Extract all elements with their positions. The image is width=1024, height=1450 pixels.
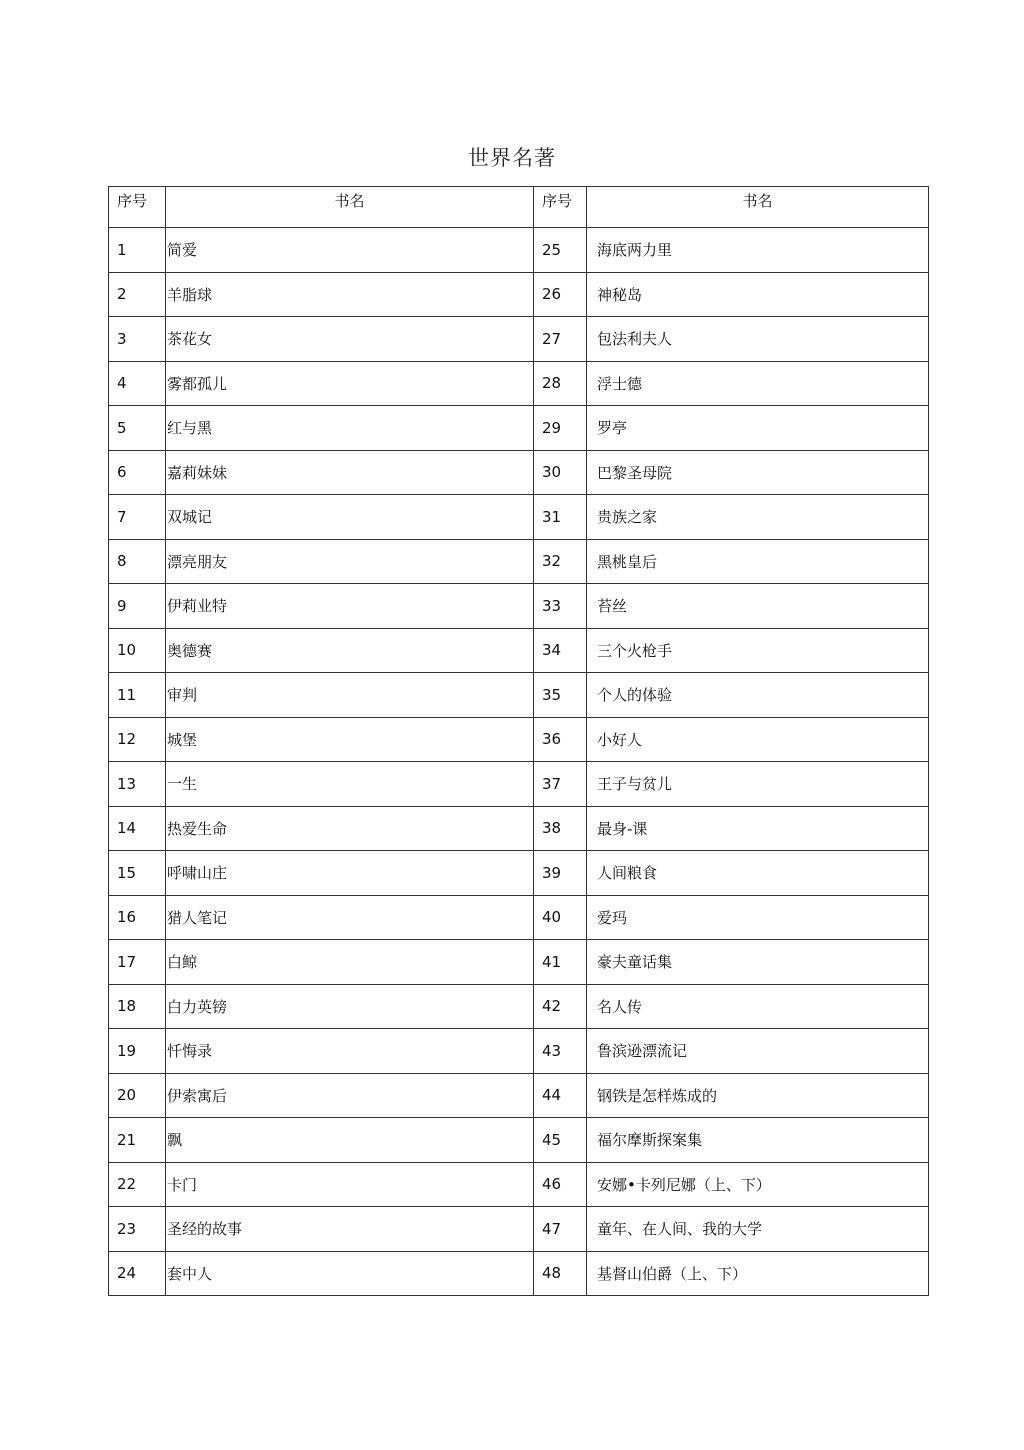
header-title-left: 书名 xyxy=(166,187,534,228)
book-title-right: 神秘岛 xyxy=(587,272,929,317)
table-row xyxy=(109,673,929,718)
book-number-right: 26 xyxy=(534,272,587,317)
book-number-right: 31 xyxy=(534,495,587,540)
book-title-right: 巴黎圣母院 xyxy=(587,450,929,495)
table-row xyxy=(109,539,929,584)
book-title-left: 圣经的故事 xyxy=(166,1207,534,1252)
book-title-left: 审判 xyxy=(166,673,534,718)
book-number-right: 30 xyxy=(534,450,587,495)
book-title-right: 基督山伯爵（上、下） xyxy=(587,1251,929,1296)
book-title-right: 罗亭 xyxy=(587,406,929,451)
table-row xyxy=(109,228,929,273)
book-number-right: 36 xyxy=(534,717,587,762)
book-number-left: 17 xyxy=(109,940,166,985)
table-row xyxy=(109,1029,929,1074)
book-number-right: 42 xyxy=(534,984,587,1029)
book-title-left: 一生 xyxy=(166,762,534,807)
book-number-right: 34 xyxy=(534,628,587,673)
book-number-left: 21 xyxy=(109,1118,166,1163)
book-title-left: 嘉莉妹妹 xyxy=(166,450,534,495)
book-title-right: 人间粮食 xyxy=(587,851,929,896)
table-row xyxy=(109,762,929,807)
table-row xyxy=(109,317,929,362)
book-number-right: 45 xyxy=(534,1118,587,1163)
book-title-left: 漂亮朋友 xyxy=(166,539,534,584)
book-title-right: 王子与贫儿 xyxy=(587,762,929,807)
book-title-left: 白力英镑 xyxy=(166,984,534,1029)
book-title-right: 浮士德 xyxy=(587,361,929,406)
book-number-right: 37 xyxy=(534,762,587,807)
book-title-left: 双城记 xyxy=(166,495,534,540)
book-number-right: 35 xyxy=(534,673,587,718)
book-number-left: 14 xyxy=(109,806,166,851)
book-number-left: 11 xyxy=(109,673,166,718)
book-number-right: 39 xyxy=(534,851,587,896)
book-title-right: 苔丝 xyxy=(587,584,929,629)
book-title-right: 福尔摩斯探案集 xyxy=(587,1118,929,1163)
book-number-left: 23 xyxy=(109,1207,166,1252)
table-row xyxy=(109,1207,929,1252)
book-number-left: 12 xyxy=(109,717,166,762)
table-row xyxy=(109,940,929,985)
table-body xyxy=(109,228,929,1296)
book-number-right: 33 xyxy=(534,584,587,629)
table-row xyxy=(109,406,929,451)
header-row xyxy=(109,187,929,228)
book-title-left: 猎人笔记 xyxy=(166,895,534,940)
table-row xyxy=(109,272,929,317)
book-title-left: 茶花女 xyxy=(166,317,534,362)
book-title-left: 飘 xyxy=(166,1118,534,1163)
book-number-left: 13 xyxy=(109,762,166,807)
book-title-right: 爱玛 xyxy=(587,895,929,940)
book-title-right: 贵族之家 xyxy=(587,495,929,540)
book-number-left: 7 xyxy=(109,495,166,540)
book-number-right: 46 xyxy=(534,1162,587,1207)
book-number-right: 44 xyxy=(534,1073,587,1118)
book-title-right: 小好人 xyxy=(587,717,929,762)
book-title-right: 安娜•卡列尼娜（上、下） xyxy=(587,1162,929,1207)
book-number-right: 27 xyxy=(534,317,587,362)
table-row xyxy=(109,851,929,896)
book-number-left: 20 xyxy=(109,1073,166,1118)
table-row xyxy=(109,806,929,851)
book-title-right: 最身-课 xyxy=(587,806,929,851)
table-row xyxy=(109,1162,929,1207)
table-row xyxy=(109,984,929,1029)
book-number-left: 5 xyxy=(109,406,166,451)
book-title-right: 个人的体验 xyxy=(587,673,929,718)
table-row xyxy=(109,361,929,406)
table-row xyxy=(109,584,929,629)
table-row xyxy=(109,1118,929,1163)
book-title-left: 忏悔录 xyxy=(166,1029,534,1074)
book-number-left: 10 xyxy=(109,628,166,673)
book-title-right: 名人传 xyxy=(587,984,929,1029)
book-title-right: 三个火枪手 xyxy=(587,628,929,673)
book-number-left: 2 xyxy=(109,272,166,317)
header-number-left: 序号 xyxy=(109,187,166,228)
book-title-left: 热爱生命 xyxy=(166,806,534,851)
book-title-right: 豪夫童话集 xyxy=(587,940,929,985)
table-row xyxy=(109,1251,929,1296)
header-number-right: 序号 xyxy=(534,187,587,228)
book-title-left: 羊脂球 xyxy=(166,272,534,317)
book-title-left: 白鲸 xyxy=(166,940,534,985)
book-number-left: 1 xyxy=(109,228,166,273)
book-title-left: 卡门 xyxy=(166,1162,534,1207)
book-number-left: 6 xyxy=(109,450,166,495)
table-header xyxy=(109,187,929,228)
book-title-right: 海底两力里 xyxy=(587,228,929,273)
book-title-right: 钢铁是怎样炼成的 xyxy=(587,1073,929,1118)
book-number-right: 40 xyxy=(534,895,587,940)
book-title-left: 套中人 xyxy=(166,1251,534,1296)
book-number-right: 38 xyxy=(534,806,587,851)
table-row xyxy=(109,628,929,673)
book-number-left: 9 xyxy=(109,584,166,629)
book-title-right: 黑桃皇后 xyxy=(587,539,929,584)
book-title-left: 红与黑 xyxy=(166,406,534,451)
book-number-right: 32 xyxy=(534,539,587,584)
book-number-left: 4 xyxy=(109,361,166,406)
book-number-left: 19 xyxy=(109,1029,166,1074)
book-title-left: 城堡 xyxy=(166,717,534,762)
book-title-left: 呼啸山庄 xyxy=(166,851,534,896)
book-number-left: 18 xyxy=(109,984,166,1029)
book-title-left: 雾都孤儿 xyxy=(166,361,534,406)
book-number-right: 48 xyxy=(534,1251,587,1296)
book-number-right: 28 xyxy=(534,361,587,406)
book-title-right: 童年、在人间、我的大学 xyxy=(587,1207,929,1252)
book-title-left: 简爱 xyxy=(166,228,534,273)
book-number-left: 3 xyxy=(109,317,166,362)
table-row xyxy=(109,495,929,540)
table-row xyxy=(109,450,929,495)
book-number-left: 16 xyxy=(109,895,166,940)
book-number-left: 24 xyxy=(109,1251,166,1296)
book-number-right: 41 xyxy=(534,940,587,985)
book-number-right: 25 xyxy=(534,228,587,273)
table-row xyxy=(109,717,929,762)
book-number-left: 8 xyxy=(109,539,166,584)
book-number-right: 47 xyxy=(534,1207,587,1252)
book-title-left: 奥德赛 xyxy=(166,628,534,673)
book-title-right: 包法利夫人 xyxy=(587,317,929,362)
book-number-right: 29 xyxy=(534,406,587,451)
table-row xyxy=(109,1073,929,1118)
book-number-left: 22 xyxy=(109,1162,166,1207)
book-number-left: 15 xyxy=(109,851,166,896)
book-title-left: 伊莉业特 xyxy=(166,584,534,629)
book-number-right: 43 xyxy=(534,1029,587,1074)
header-title-right: 书名 xyxy=(587,187,929,228)
page-title: 世界名著 xyxy=(468,146,556,170)
book-title-left: 伊索寓后 xyxy=(166,1073,534,1118)
book-title-right: 鲁滨逊漂流记 xyxy=(587,1029,929,1074)
table-row xyxy=(109,895,929,940)
books-table xyxy=(108,186,929,1296)
